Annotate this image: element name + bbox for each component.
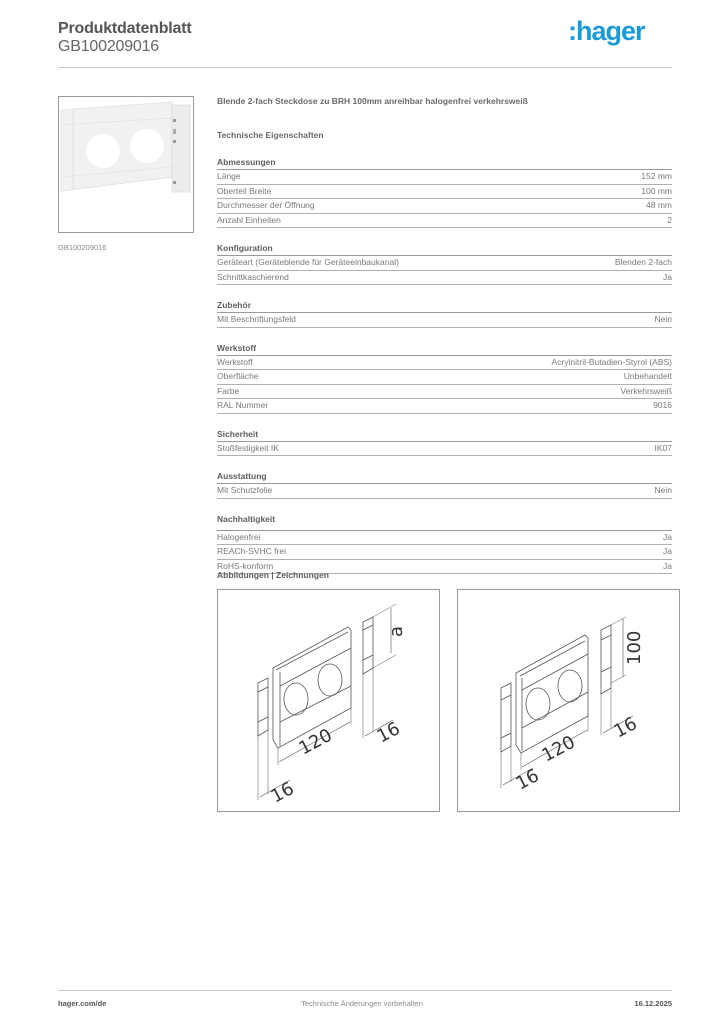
footer-notice: Technische Änderungen vorbehalten (301, 999, 423, 1008)
spec-label: Länge (217, 171, 241, 181)
spec-label: Farbe (217, 385, 240, 396)
spec-value: Ja (663, 271, 672, 282)
spec-label: Werkstoff (217, 356, 253, 367)
spec-row (217, 271, 672, 286)
spec-panel (217, 96, 672, 574)
spec-label: Stoßfestigkeit IK (217, 442, 279, 453)
spec-row (217, 545, 672, 560)
spec-value: 2 (667, 214, 672, 225)
dim-120-label: 120 (538, 731, 579, 767)
spec-label: Mit Beschriftungsfeld (217, 314, 296, 324)
spec-label: Schnittkaschierend (217, 271, 289, 282)
spec-row (217, 185, 672, 200)
spec-value: 152 mm (641, 171, 672, 181)
logo-text: hager (576, 16, 645, 46)
footer-divider (58, 990, 672, 991)
spec-value: Nein (654, 485, 672, 495)
section-sicherheit (217, 428, 672, 457)
product-photo-icon (59, 97, 193, 232)
page-title: Produktdatenblatt (58, 20, 192, 37)
section-heading: Nachhaltigkeit (217, 513, 672, 531)
section-zubehoer (217, 299, 672, 328)
spec-label: Oberfläche (217, 371, 259, 381)
spec-row (217, 442, 672, 457)
product-title: Blende 2-fach Steckdose zu BRH 100mm anreihbar halogenfrei verkehrsweiß (217, 96, 528, 106)
spec-value: Unbehandelt (623, 371, 672, 381)
section-abmessungen (217, 156, 672, 228)
technical-drawing-2 (457, 589, 680, 812)
dim-16-right-label: 16 (373, 718, 404, 748)
spec-label: Halogenfrei (217, 531, 261, 542)
spec-row (217, 484, 672, 499)
product-code: GB100209016 (58, 38, 160, 55)
spec-value: Acrylnitril-Butadien-Styrol (ABS) (551, 356, 672, 367)
spec-value: 48 mm (646, 200, 672, 210)
section-heading: Konfiguration (217, 242, 672, 256)
dim-16-left-label: 16 (267, 778, 298, 808)
spec-row (217, 170, 672, 185)
spec-value: 9016 (653, 400, 672, 410)
header-divider (58, 67, 672, 68)
spec-row (217, 399, 672, 414)
spec-value: Blenden 2-fach (614, 257, 672, 267)
spec-row (217, 199, 672, 214)
dimension-drawing-icon (458, 590, 679, 811)
spec-value: Nein (654, 314, 672, 324)
dimension-drawing-icon (218, 590, 439, 811)
spec-value: IK07 (654, 442, 672, 453)
spec-label: Durchmesser der Öffnung (217, 200, 315, 210)
spec-row (217, 313, 672, 328)
spec-value: Verkehrsweiß (620, 385, 672, 396)
spec-value: 100 mm (641, 185, 672, 196)
footer-date: 16.12.2025 (634, 999, 672, 1008)
spec-label: Mit Schutzfolie (217, 485, 273, 495)
spec-row (217, 256, 672, 271)
spec-label: REACh-SVHC frei (217, 546, 286, 556)
figures-heading: Abbildungen | Zeichnungen (217, 570, 329, 580)
spec-value: Ja (663, 560, 672, 571)
section-heading: Zubehör (217, 299, 672, 313)
spec-value: Ja (663, 546, 672, 556)
tech-properties-heading: Technische Eigenschaften (217, 130, 324, 140)
dim-16-left-label: 16 (512, 765, 543, 795)
spec-row (217, 356, 672, 371)
logo-colon: : (568, 16, 576, 46)
spec-row (217, 385, 672, 400)
product-image (58, 96, 194, 233)
spec-label: RoHS-konform (217, 560, 274, 571)
spec-value: Ja (663, 531, 672, 542)
dim-100-label: 100 (624, 630, 645, 665)
dim-16-right-label: 16 (610, 713, 641, 743)
spec-label: Geräteart (Geräteblende für Geräteeinbaukanal) (217, 257, 399, 267)
dim-120-label: 120 (295, 724, 336, 760)
section-heading: Ausstattung (217, 470, 672, 484)
hager-logo (568, 16, 645, 47)
spec-row (217, 531, 672, 546)
footer-website-link[interactable]: hager.com/de (58, 999, 107, 1008)
product-image-caption: GB100209016 (58, 243, 107, 252)
technical-drawing-1 (217, 589, 440, 812)
section-heading: Werkstoff (217, 342, 672, 356)
section-werkstoff (217, 342, 672, 414)
dim-a-label: a (386, 625, 407, 637)
spec-row (217, 370, 672, 385)
spec-row (217, 214, 672, 229)
section-nachhaltigkeit (217, 513, 672, 575)
section-konfiguration (217, 242, 672, 285)
section-ausstattung (217, 470, 672, 499)
spec-label: RAL Nummer (217, 400, 269, 410)
section-heading: Sicherheit (217, 428, 672, 442)
spec-label: Anzahl Einheiten (217, 214, 281, 225)
section-heading: Abmessungen (217, 156, 672, 170)
spec-label: Oberteil Breite (217, 185, 272, 196)
